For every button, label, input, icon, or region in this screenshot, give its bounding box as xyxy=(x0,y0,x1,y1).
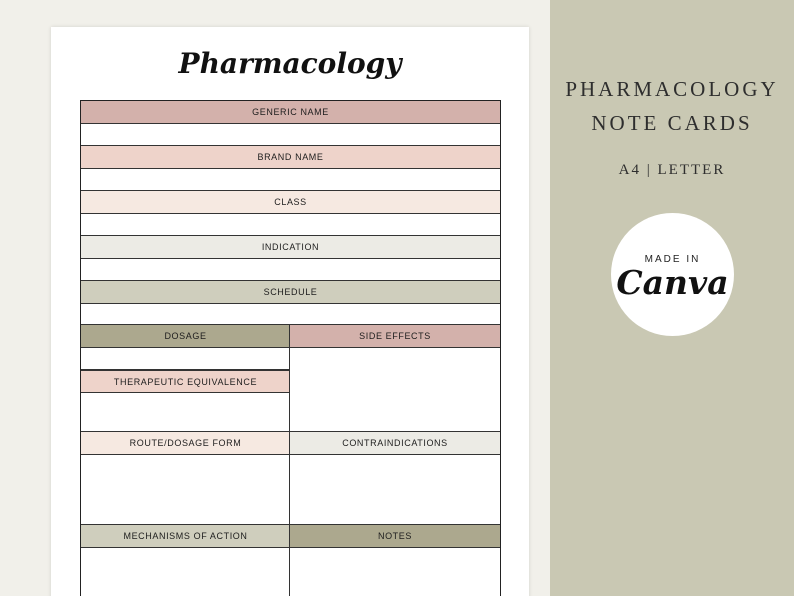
canva-logo: Canva xyxy=(616,263,729,302)
schedule-field[interactable] xyxy=(81,304,500,325)
sheet-title: Pharmacology xyxy=(178,47,402,80)
contraindications-header: CONTRAINDICATIONS xyxy=(290,432,500,455)
made-in-canva-badge xyxy=(611,213,734,336)
promo-panel xyxy=(550,0,794,596)
generic-name-field[interactable] xyxy=(81,124,500,146)
side-effects-field[interactable] xyxy=(290,348,500,432)
route-dosage-form-field[interactable] xyxy=(81,455,290,525)
side-effects-header: SIDE EFFECTS xyxy=(290,325,500,348)
dosage-field[interactable] xyxy=(81,348,290,370)
class-header: CLASS xyxy=(81,191,500,214)
class-field[interactable] xyxy=(81,214,500,236)
pharmacology-form xyxy=(80,100,501,596)
schedule-header: SCHEDULE xyxy=(81,281,500,304)
mechanisms-of-action-header: MECHANISMS OF ACTION xyxy=(81,525,290,548)
promo-title-line2: NOTE CARDS xyxy=(591,111,753,135)
promo-title-line1: PHARMACOLOGY xyxy=(565,77,779,101)
indication-field[interactable] xyxy=(81,259,500,281)
therapeutic-equivalence-field[interactable] xyxy=(81,393,290,432)
generic-name-header: GENERIC NAME xyxy=(81,101,500,124)
mechanisms-of-action-field[interactable] xyxy=(81,548,290,596)
indication-header: INDICATION xyxy=(81,236,500,259)
brand-name-field[interactable] xyxy=(81,169,500,191)
column-divider xyxy=(289,325,290,596)
badge-caption: MADE IN xyxy=(644,254,701,265)
notes-field[interactable] xyxy=(290,548,500,596)
dosage-header: DOSAGE xyxy=(81,325,290,348)
notes-header: NOTES xyxy=(290,525,500,548)
promo-subtitle: A4 | LETTER xyxy=(618,162,726,178)
route-dosage-form-header: ROUTE/DOSAGE FORM xyxy=(81,432,290,455)
brand-name-header: BRAND NAME xyxy=(81,146,500,169)
therapeutic-equivalence-header: THERAPEUTIC EQUIVALENCE xyxy=(81,370,290,393)
contraindications-field[interactable] xyxy=(290,455,500,525)
